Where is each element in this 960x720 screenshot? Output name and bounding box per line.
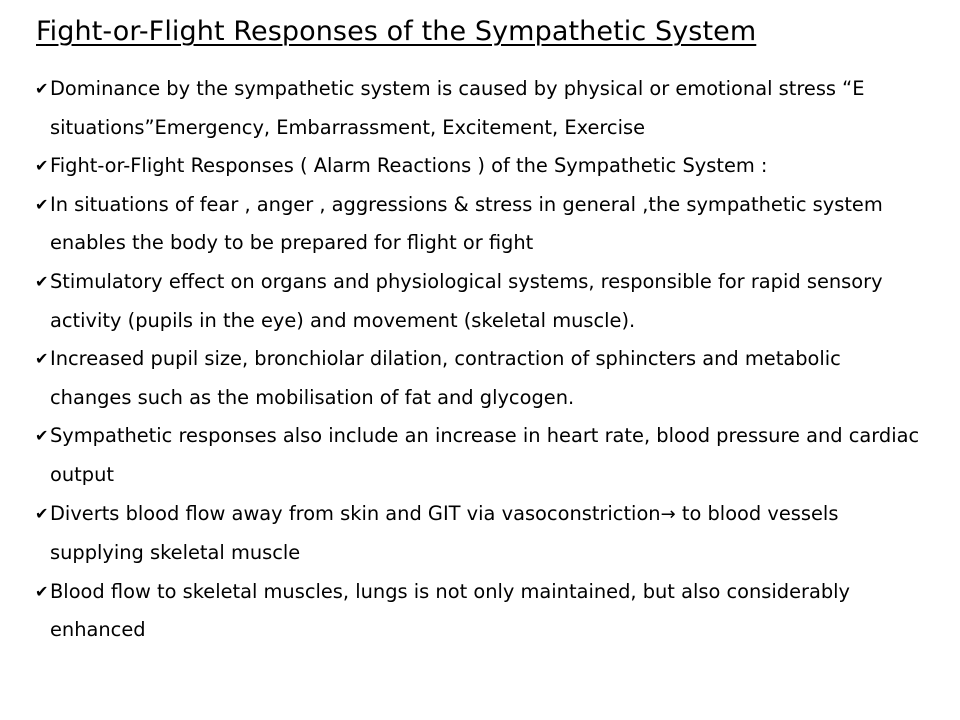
bullet-text: Fight-or-Flight Responses ( Alarm Reactions ) of the Sympathetic System : <box>50 154 768 178</box>
checkmark-icon: ✔ <box>35 426 49 446</box>
bullet-text: Sympathetic responses also include an increase in heart rate, blood pressure and cardiac output <box>50 424 920 486</box>
bullet-text: Diverts blood flow away from skin and GIT via vasoconstriction <box>50 501 661 525</box>
bullet-item <box>36 417 926 494</box>
bullet-item <box>36 340 926 417</box>
bullet-item <box>36 186 926 263</box>
checkmark-icon: ✔ <box>35 349 49 369</box>
bullet-item <box>36 147 926 186</box>
bullet-list <box>36 70 926 650</box>
bullet-item <box>36 263 926 340</box>
right-arrow-icon: → <box>660 503 676 525</box>
bullet-text: Blood flow to skeletal muscles, lungs is not only maintained, but also considerably enhanced <box>50 579 851 642</box>
checkmark-icon: ✔ <box>35 271 49 291</box>
checkmark-icon: ✔ <box>35 79 49 98</box>
bullet-item <box>36 573 926 650</box>
checkmark-icon: ✔ <box>35 194 49 214</box>
bullet-text: to blood vessels supplying skeletal muscle <box>50 501 839 565</box>
bullet-item <box>36 495 926 573</box>
slide-title: Fight-or-Flight Responses of the Sympathetic System <box>36 16 757 47</box>
bullet-text: Increased pupil size, bronchiolar dilation, contraction of sphincters and metabolic changes such as the mobilisation of fat and glycogen. <box>50 347 841 409</box>
bullet-text: In situations of fear , anger , aggressions & stress in general ,the sympathetic system enables the body to be prepared for flight or fight <box>50 192 883 255</box>
bullet-item <box>36 70 926 147</box>
bullet-text: Dominance by the sympathetic system is caused by physical or emotional stress “E situations”Emergency, Embarrassment, Excitement, Exercise <box>50 77 865 139</box>
checkmark-icon: ✔ <box>35 503 49 523</box>
bullet-text: Stimulatory effect on organs and physiological systems, responsible for rapid sensory activity (pupils in the eye) and movement (skeletal muscle). <box>50 269 883 332</box>
checkmark-icon: ✔ <box>35 581 49 601</box>
checkmark-icon: ✔ <box>35 156 49 176</box>
